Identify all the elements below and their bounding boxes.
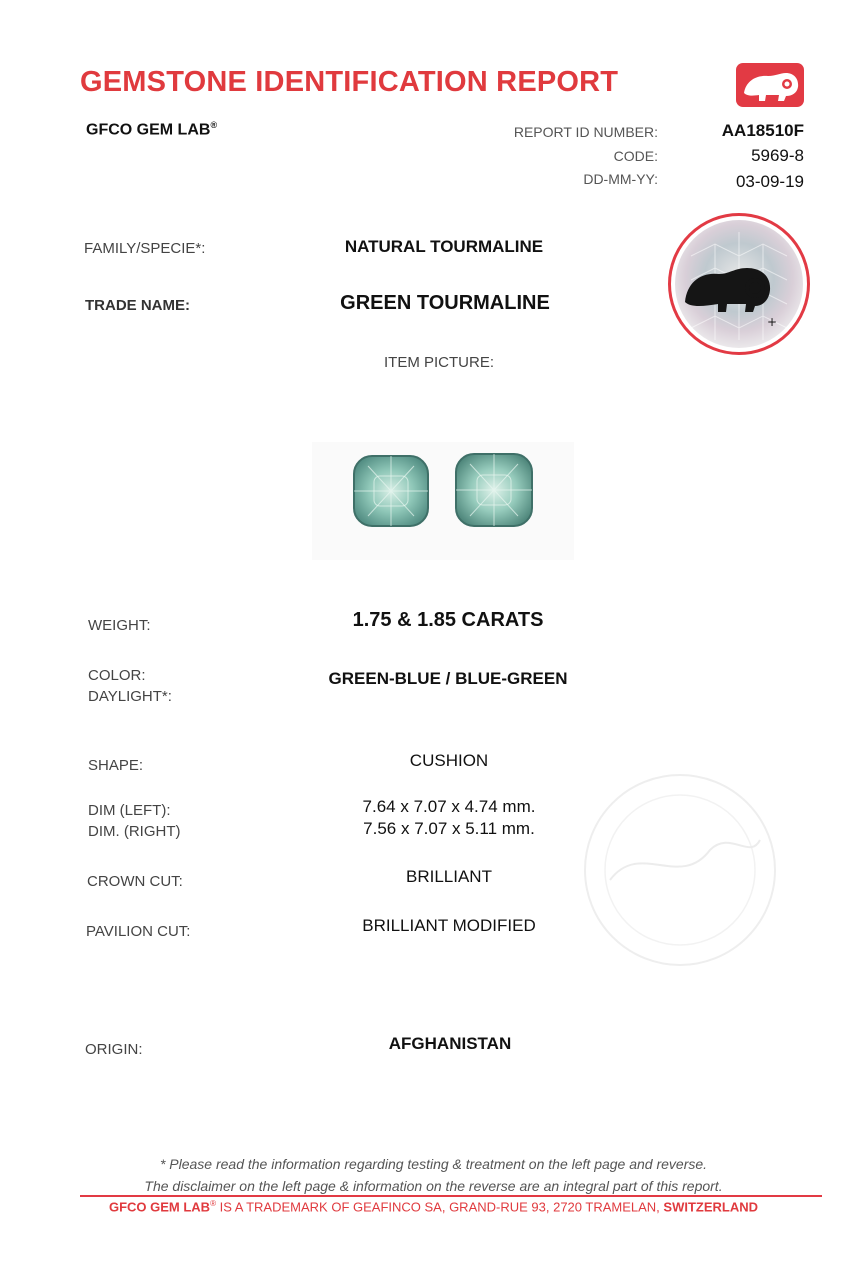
hologram-seal-icon bbox=[668, 213, 810, 355]
dim-left-value: 7.64 x 7.07 x 4.74 mm. bbox=[362, 797, 536, 816]
gem-picture bbox=[312, 442, 574, 560]
footer-divider bbox=[80, 1195, 822, 1197]
footer-lab-mark: ® bbox=[210, 1199, 216, 1208]
dim-right-value: 7.56 x 7.07 x 5.11 mm. bbox=[363, 819, 535, 838]
lab-name-text: GFCO GEM LAB bbox=[86, 121, 211, 139]
pavilion-cut-label: PAVILION CUT: bbox=[86, 923, 191, 940]
color-value: GREEN-BLUE / BLUE-GREEN bbox=[328, 669, 568, 688]
footer-note-1: * Please read the information regarding testing & treatment on the left page and reverse. bbox=[159, 1156, 708, 1172]
footer-trademark bbox=[0, 1199, 867, 1214]
gem-right bbox=[456, 454, 532, 526]
color-label-line2: DAYLIGHT*: bbox=[88, 688, 172, 705]
weight-label: WEIGHT: bbox=[88, 617, 151, 634]
origin-value: AFGHANISTAN bbox=[388, 1034, 512, 1053]
shape-label: SHAPE: bbox=[88, 757, 144, 774]
footer-country: SWITZERLAND bbox=[663, 1199, 759, 1215]
signature-stamp-icon bbox=[560, 770, 790, 970]
color-label bbox=[88, 665, 172, 707]
family-label: FAMILY/SPECIE*: bbox=[84, 240, 206, 257]
family-value: NATURAL TOURMALINE bbox=[344, 237, 544, 256]
footer-address: IS A TRADEMARK OF GEAFINCO SA, GRAND-RUE 93, 2720 TRAMELAN, bbox=[215, 1199, 664, 1215]
trade-name-label: TRADE NAME: bbox=[85, 297, 190, 314]
lab-trademark: ® bbox=[210, 120, 218, 130]
dim-left-label: DIM (LEFT): bbox=[88, 802, 171, 819]
report-id-value: AA18510F bbox=[721, 121, 804, 140]
code-value: 5969-8 bbox=[751, 146, 804, 165]
origin-label: ORIGIN: bbox=[85, 1041, 143, 1058]
date-label: DD-MM-YY: bbox=[583, 171, 658, 187]
weight-value: 1.75 & 1.85 CARATS bbox=[352, 609, 544, 631]
date-value: 03-09-19 bbox=[735, 172, 804, 191]
dim-label bbox=[88, 800, 180, 842]
code-label: CODE: bbox=[613, 148, 658, 164]
trade-name-value: GREEN TOURMALINE bbox=[340, 292, 550, 314]
dim-right-label: DIM. (RIGHT) bbox=[88, 823, 181, 840]
footer-note-2: The disclaimer on the left page & information on the reverse are an integral part of this report. bbox=[144, 1178, 723, 1194]
report-title: GEMSTONE IDENTIFICATION REPORT bbox=[80, 66, 619, 98]
item-picture-label: ITEM PICTURE: bbox=[384, 354, 495, 371]
report-id-label: REPORT ID NUMBER: bbox=[513, 124, 658, 140]
pavilion-cut-value: BRILLIANT MODIFIED bbox=[362, 916, 536, 935]
color-label-line1: COLOR: bbox=[88, 667, 146, 684]
gem-left bbox=[354, 456, 428, 526]
footer-lab-name: GFCO GEM LAB bbox=[108, 1199, 211, 1215]
buffalo-logo-icon bbox=[736, 63, 804, 107]
crown-cut-label: CROWN CUT: bbox=[87, 873, 183, 890]
lab-name bbox=[86, 120, 217, 139]
shape-value: CUSHION bbox=[409, 751, 489, 770]
crown-cut-value: BRILLIANT bbox=[406, 867, 492, 886]
svg-text:+: + bbox=[767, 315, 778, 329]
